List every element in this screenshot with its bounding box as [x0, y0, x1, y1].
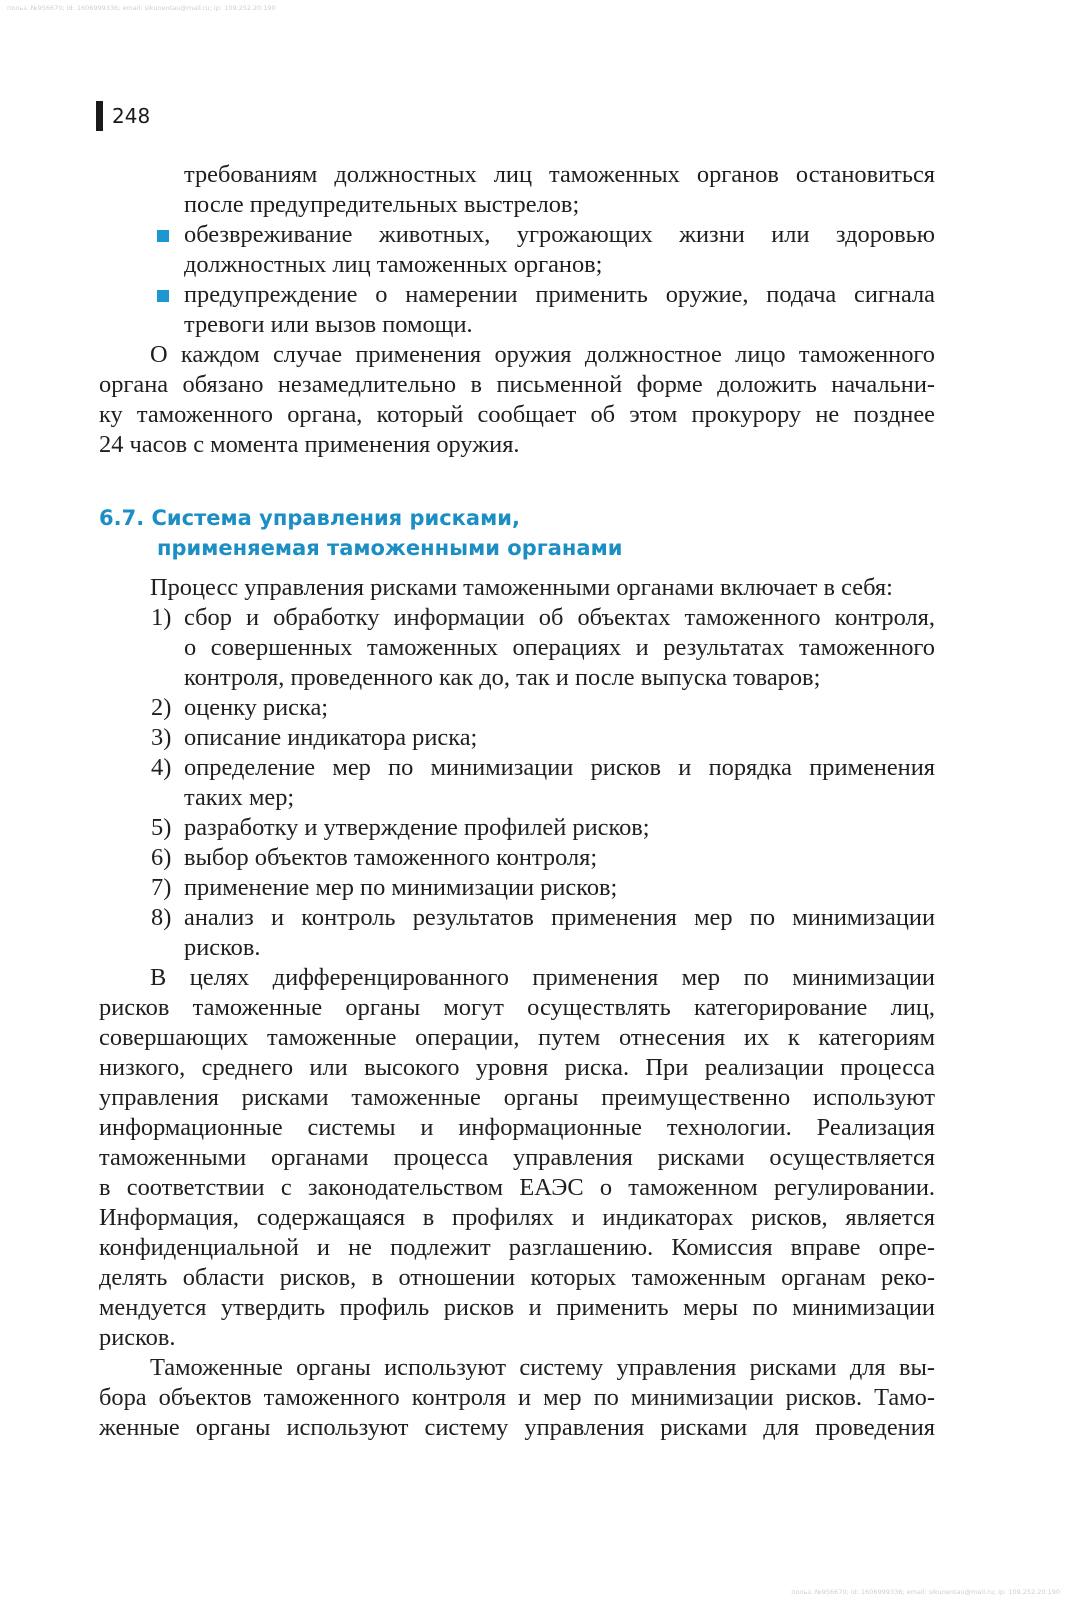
page-number-bar	[96, 101, 103, 131]
text-line: Процесс управления рисками таможенными органами включает в себя:	[150, 574, 893, 601]
text-line: делять области рисков, в отношении которых таможенным органам реко-	[99, 1264, 935, 1291]
text-line: обезвреживание животных, угрожающих жизни или здоровью	[184, 221, 935, 248]
list-item	[99, 753, 935, 813]
text-line: таможенными органами процесса управления рисками осуществляется	[99, 1144, 935, 1171]
paragraph	[99, 1353, 935, 1443]
text-line: выбор объектов таможенного контроля;	[184, 844, 598, 871]
text-line: О каждом случае применения оружия должностное лицо таможенного	[150, 341, 935, 368]
text-line: Таможенные органы используют систему управления рисками для вы-	[150, 1354, 935, 1381]
text-line: ку таможенного органа, который сообщает об этом прокурору не позднее	[99, 401, 935, 428]
list-item	[99, 813, 935, 843]
square-bullet-icon	[157, 230, 169, 242]
list-number: 2)	[151, 694, 172, 721]
list-number: 1)	[151, 604, 172, 631]
list-item	[99, 603, 935, 693]
square-bullet-icon	[157, 290, 169, 302]
text-line: 24 часов с момента применения оружия.	[99, 431, 520, 458]
text-line: контроля, проведенного как до, так и после выпуска товаров;	[184, 664, 821, 691]
text-line: органа обязано незамедлительно в письменной форме доложить начальни-	[99, 371, 935, 398]
text-line: требованиям должностных лиц таможенных органов остановиться	[184, 161, 935, 188]
text-line: в соответствии с законодательством ЕАЭС о таможенном регулировании.	[99, 1174, 935, 1201]
list-number: 8)	[151, 904, 172, 931]
section-heading	[99, 503, 935, 563]
list-number: 7)	[151, 874, 172, 901]
text-line: должностных лиц таможенных органов;	[184, 251, 603, 278]
text-line: конфиденциальной и не подлежит разглашению. Комиссия вправе опре-	[99, 1234, 935, 1261]
text-line: рисков таможенные органы могут осуществлять категорирование лиц,	[99, 994, 935, 1021]
text-line: бора объектов таможенного контроля и мер по минимизации рисков. Тамо-	[99, 1384, 935, 1411]
text-line: низкого, среднего или высокого уровня риска. При реализации процесса	[99, 1054, 935, 1081]
bullet-item	[99, 280, 935, 340]
text-line: оценку риска;	[184, 694, 329, 721]
text-line: предупреждение о намерении применить оружие, подача сигнала	[184, 281, 935, 308]
page-body	[99, 160, 935, 1443]
text-line: Информация, содержащаяся в профилях и индикаторах рисков, является	[99, 1204, 935, 1231]
page-number: 248	[112, 104, 151, 128]
text-line: после предупредительных выстрелов;	[184, 191, 580, 218]
heading-line: 6.7. Система управления рисками,	[99, 506, 520, 530]
text-line: информационные системы и информационные технологии. Реализация	[99, 1114, 935, 1141]
list-item	[99, 873, 935, 903]
list-number: 5)	[151, 814, 172, 841]
text-line: о совершенных таможенных операциях и результатах таможенного	[184, 634, 935, 661]
text-line: анализ и контроль результатов применения мер по минимизации	[184, 904, 935, 931]
text-line: управления рисками таможенные органы преимущественно используют	[99, 1084, 935, 1111]
text-line: тревоги или вызов помощи.	[184, 311, 473, 338]
paragraph	[99, 963, 935, 1353]
text-line: мендуется утвердить профиль рисков и применить меры по минимизации	[99, 1294, 935, 1321]
text-line: рисков.	[99, 1324, 176, 1351]
text-line: сбор и обработку информации об объектах таможенного контроля,	[184, 604, 935, 631]
list-number: 3)	[151, 724, 172, 751]
text-line: применение мер по минимизации рисков;	[184, 874, 618, 901]
watermark-top: польз. №956670; id: 1606999336; email: sikunentau@mail.ru; ip: 109.252.20.190	[7, 4, 276, 12]
list-item	[99, 903, 935, 963]
paragraph	[99, 340, 935, 460]
text-line: рисков.	[184, 934, 261, 961]
text-line: совершающих таможенные операции, путем отнесения их к категориям	[99, 1024, 935, 1051]
list-item	[99, 723, 935, 753]
watermark-bottom: польз. №956670; id: 1606999336; email: sikunentau@mail.ru; ip: 109.252.20.190	[791, 1588, 1060, 1596]
list-number: 4)	[151, 754, 172, 781]
text-line: определение мер по минимизации рисков и порядка применения	[184, 754, 935, 781]
bullet-item	[99, 220, 935, 280]
list-item	[99, 843, 935, 873]
list-item	[99, 693, 935, 723]
text-line: В целях дифференцированного применения мер по минимизации	[150, 964, 935, 991]
heading-line: применяемая таможенными органами	[157, 536, 623, 560]
list-number: 6)	[151, 844, 172, 871]
text-line: женные органы используют систему управления рисками для проведения	[99, 1414, 935, 1441]
text-line: таких мер;	[184, 784, 295, 811]
text-line: описание индикатора риска;	[184, 724, 478, 751]
text-line: разработку и утверждение профилей рисков;	[184, 814, 650, 841]
